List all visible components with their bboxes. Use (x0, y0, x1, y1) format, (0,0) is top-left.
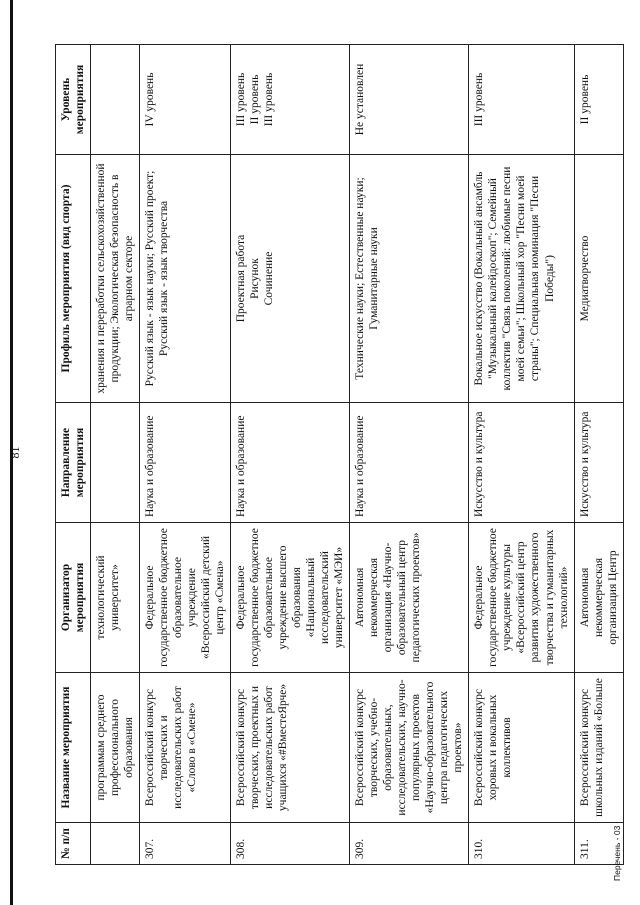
event-direction: Наука и образование (231, 403, 350, 523)
event-name: программам среднего профессионального образования (91, 673, 140, 823)
row-number: 308. (231, 823, 350, 865)
level-line: III уровень (263, 72, 276, 127)
table-header-row (56, 45, 91, 865)
profile-line: Проектная работа (235, 234, 248, 323)
level-line: III уровень (235, 72, 248, 127)
header-direction: Направление мероприятия (56, 403, 91, 523)
event-profile (140, 155, 231, 403)
event-name: Всероссийский конкурс творческих, проектных и исследовательских работ учащихся «#ВместеЯрче» (231, 673, 350, 823)
event-level (574, 45, 623, 155)
event-organizer: Автономная некоммерческая организация «Научно-образовательный центр педагогических проектов» (350, 523, 469, 673)
table-row (574, 45, 623, 865)
event-organizer: Федеральное государственное бюджетное учреждение культуры «Всероссийский центр развития художественного творчества и гуманитарных технологий» (469, 523, 574, 673)
table-row (140, 45, 231, 865)
events-table (55, 44, 624, 865)
row-number: 309. (350, 823, 469, 865)
table-row (91, 45, 140, 865)
event-direction: Наука и образование (140, 403, 231, 523)
event-organizer: Автономная некоммерческая организация Центр (574, 523, 623, 673)
event-direction (91, 403, 140, 523)
level-line: IV уровень (144, 72, 157, 127)
table-row (469, 45, 574, 865)
profile-line: Вокальное искусство (Вокальный ансамбль "Музыкальный калейдоскоп"; Семейный коллектив "Связь поколений: любимые песни моей семьи"; Школьный хор "Песни моей страны"; Специальная номинация "Песни Победы") (473, 166, 556, 391)
profile-line: хранения и переработки сельскохозяйственной продукции; Экологическая безопасность в аграрном секторе (95, 163, 136, 394)
event-organizer: Федеральное государственное бюджетное образовательное учреждение «Всероссийский детский центр «Смена» (140, 523, 231, 673)
level-line: III уровень (473, 72, 486, 127)
event-organizer: технологический университет» (91, 523, 140, 673)
profile-line: Сочинение (263, 251, 276, 306)
event-profile (469, 155, 574, 403)
profile-line: Медиатворчество (578, 235, 591, 322)
event-direction: Наука и образование (350, 403, 469, 523)
event-level (231, 45, 350, 155)
header-organizer: Организатор мероприятия (56, 523, 91, 673)
event-organizer: Федеральное государственное бюджетное образовательное учреждение высшего образования «Национальный исследовательский университет «МЭИ» (231, 523, 350, 673)
event-level (350, 45, 469, 155)
event-level (140, 45, 231, 155)
row-number: 307. (140, 823, 231, 865)
level-line: II уровень (578, 74, 591, 125)
level-line: Не установлен (354, 63, 367, 136)
profile-line: Технические науки; Естественные науки; Гуманитарные науки (354, 177, 381, 380)
row-number (91, 823, 140, 865)
level-line: II уровень (249, 74, 262, 125)
profile-line: Русский язык - язык науки; Русский проект; Русский язык - язык творчества (144, 170, 171, 387)
footer-note: Перечень - 03 (612, 825, 622, 881)
event-profile (350, 155, 469, 403)
profile-line: Рисунок (249, 258, 262, 299)
event-profile (231, 155, 350, 403)
table-row (231, 45, 350, 865)
event-direction: Искусство и культура (469, 403, 574, 523)
event-profile (91, 155, 140, 403)
event-profile (574, 155, 623, 403)
row-number: 311. (574, 823, 623, 865)
table-row (350, 45, 469, 865)
header-level: Уровень мероприятия (56, 45, 91, 155)
event-level (91, 45, 140, 155)
event-direction: Искусство и культура (574, 403, 623, 523)
page-number: 81 (8, 446, 22, 459)
event-level (469, 45, 574, 155)
header-profile: Профиль мероприятия (вид спорта) (56, 155, 91, 403)
header-num: № п/п (56, 823, 91, 865)
event-name: Всероссийский конкурс творческих и исследовательских работ «Слово в «Смене» (140, 673, 231, 823)
row-number: 310. (469, 823, 574, 865)
event-name: Всероссийский конкурс творческих, учебно-образовательных, исследовательских, научно-популярных проектов «Научно-образовательного центра педагогических проектов» (350, 673, 469, 823)
event-name: Всероссийский конкурс школьных изданий «Больше (574, 673, 623, 823)
header-name: Название мероприятия (56, 673, 91, 823)
event-name: Всероссийский конкурс хоровых и вокальных коллективов (469, 673, 574, 823)
